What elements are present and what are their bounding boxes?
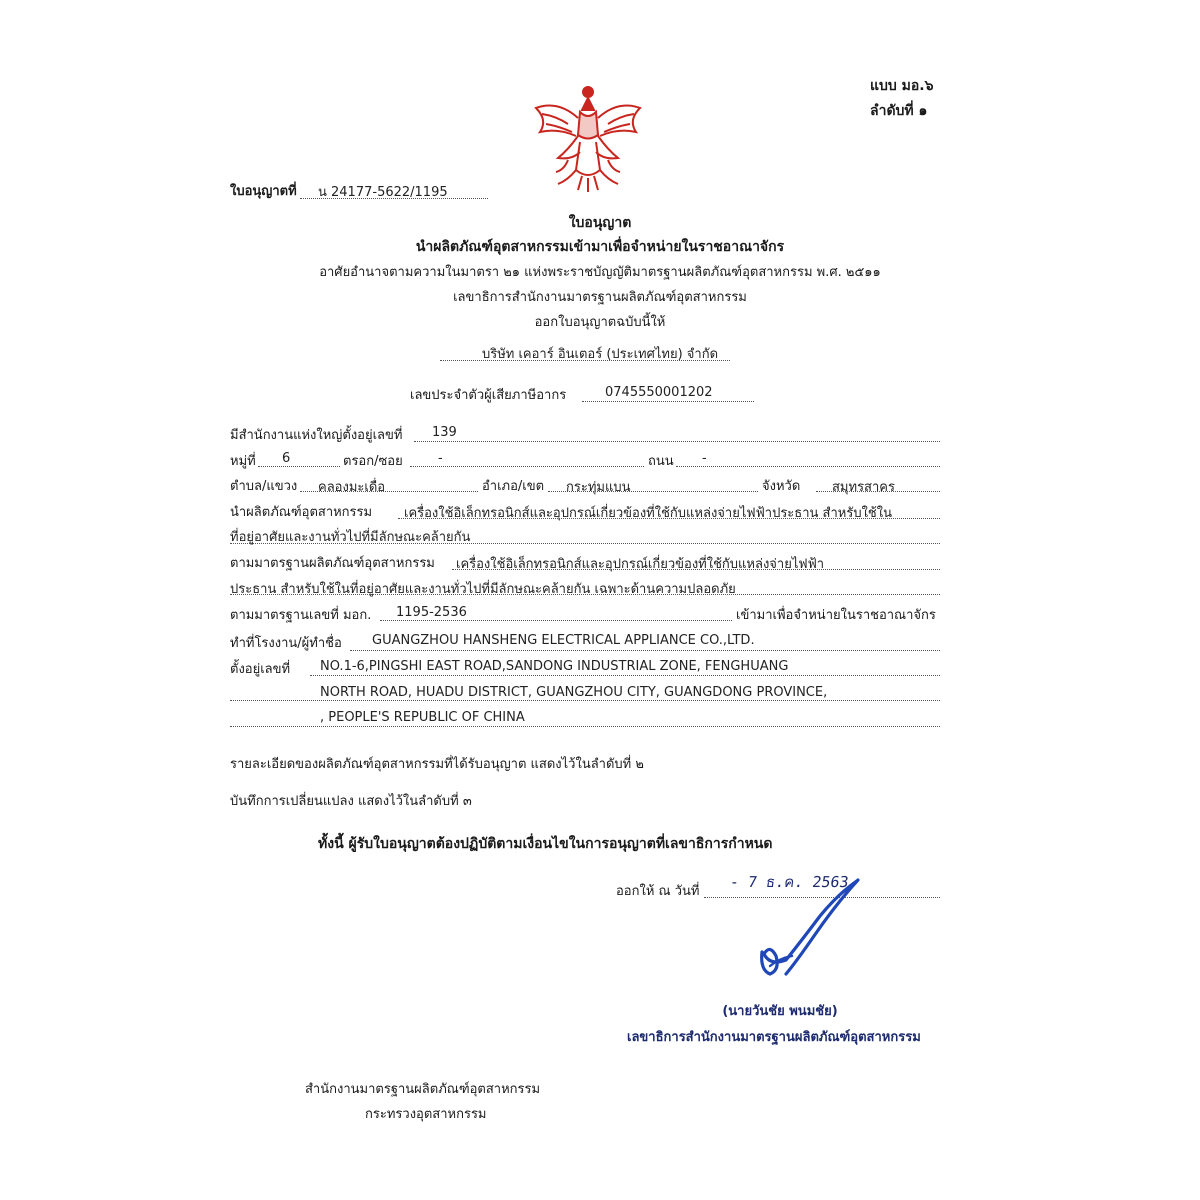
- license-number: น 24177-5622/1195: [318, 185, 448, 200]
- factory-name-line: [350, 650, 940, 651]
- signatory-title: เลขาธิการสำนักงานมาตรฐานผลิตภัณฑ์อุตสาหกรรม: [627, 1030, 921, 1045]
- factory-address-rule-2: [230, 700, 940, 701]
- issuer-line: เลขาธิการสำนักงานมาตรฐานผลิตภัณฑ์อุตสาหกรรม: [453, 290, 747, 305]
- road-label: ถนน: [648, 454, 674, 469]
- garuda-emblem: [528, 80, 648, 199]
- standard-line-2: ประธาน สำหรับใช้ในที่อยู่อาศัยและงานทั่วไปที่มีลักษณะคล้ายกัน เฉพาะด้านความปลอดภัย: [230, 582, 736, 597]
- issue-line: ออกใบอนุญาตฉบับนี้ให้: [534, 315, 666, 330]
- details-note: รายละเอียดของผลิตภัณฑ์อุตสาหกรรมที่ได้รับอนุญาต แสดงไว้ในลำดับที่ ๒: [230, 757, 644, 772]
- hq-line: [414, 441, 940, 442]
- subdistrict-label: ตำบล/แขวง: [230, 479, 298, 494]
- district-line: [548, 491, 758, 492]
- district-value: กระทุ่มแบน: [566, 480, 631, 495]
- moo-line: [258, 466, 340, 467]
- subdistrict-line: [300, 491, 478, 492]
- standard-number-line: [380, 620, 732, 621]
- subdistrict-value: คลองมะเดื่อ: [318, 480, 386, 495]
- standard-line-1: เครื่องใช้อิเล็กทรอนิกส์และอุปกรณ์เกี่ยวข้องที่ใช้กับแหล่งจ่ายไฟฟ้า: [456, 557, 825, 572]
- license-label: ใบอนุญาตที่: [230, 184, 297, 199]
- factory-address-rule-1: [310, 675, 940, 676]
- product-line-1-rule: [398, 518, 940, 519]
- standard-line-1-rule: [452, 569, 940, 570]
- standard-number: 1195-2536: [396, 605, 467, 620]
- road-line: [676, 466, 940, 467]
- factory-name: GUANGZHOU HANSHENG ELECTRICAL APPLIANCE CO.,LTD.: [372, 633, 755, 648]
- factory-address-label: ตั้งอยู่เลขที่: [230, 662, 291, 677]
- moo-value: 6: [282, 451, 291, 466]
- page-order: ลำดับที่ ๑: [870, 103, 928, 119]
- factory-address-line-2: NORTH ROAD, HUADU DISTRICT, GUANGZHOU CITY, GUANGDONG PROVINCE,: [320, 685, 828, 700]
- standard-label: ตามมาตรฐานผลิตภัณฑ์อุตสาหกรรม: [230, 556, 435, 571]
- license-number-line: [300, 198, 488, 199]
- tax-id-label: เลขประจำตัวผู้เสียภาษีอากร: [410, 388, 567, 403]
- authority-line: อาศัยอำนาจตามความในมาตรา ๒๑ แห่งพระราชบัญญัติมาตรฐานผลิตภัณฑ์อุตสาหกรรม พ.ศ. ๒๕๑๑: [319, 265, 881, 280]
- product-line-2: ที่อยู่อาศัยและงานทั่วไปที่มีลักษณะคล้ายกัน: [230, 530, 471, 545]
- soi-line: [410, 466, 644, 467]
- road-value: -: [702, 451, 707, 466]
- footer-ministry: กระทรวงอุตสาหกรรม: [365, 1107, 487, 1122]
- form-type: แบบ มอ.๖: [870, 78, 934, 94]
- product-label: นำผลิตภัณฑ์อุตสาหกรรม: [230, 505, 373, 520]
- province-label: จังหวัด: [762, 479, 801, 494]
- conditions-note: ทั้งนี้ ผู้รับใบอนุญาตต้องปฏิบัติตามเงื่อนไขในการอนุญาตที่เลขาธิการกำหนด: [318, 836, 773, 852]
- hq-label: มีสำนักงานแห่งใหญ่ตั้งอยู่เลขที่: [230, 428, 403, 443]
- changes-note: บันทึกการเปลี่ยนแปลง แสดงไว้ในลำดับที่ ๓: [230, 794, 472, 809]
- province-line: [816, 491, 940, 492]
- issue-date-stamp: - 7 ธ.ค. 2563: [728, 873, 850, 891]
- company-name-line: [440, 360, 730, 361]
- certificate-subtitle: นำผลิตภัณฑ์อุตสาหกรรมเข้ามาเพื่อจำหน่ายในราชอาณาจักร: [415, 239, 785, 255]
- factory-label: ทำที่โรงงาน/ผู้ทำชื่อ: [230, 636, 342, 651]
- product-line-2-rule: [230, 543, 940, 544]
- certificate-title: ใบอนุญาต: [568, 215, 632, 231]
- company-name: บริษัท เคอาร์ อินเตอร์ (ประเทศไทย) จำกัด: [481, 347, 719, 362]
- district-label: อำเภอ/เขต: [482, 479, 545, 494]
- standard-number-label: ตามมาตรฐานเลขที่ มอก.: [230, 608, 372, 623]
- signatory-name: (นายวันชัย พนมชัย): [722, 1004, 838, 1019]
- product-line-1: เครื่องใช้อิเล็กทรอนิกส์และอุปกรณ์เกี่ยวข้องที่ใช้กับแหล่งจ่ายไฟฟ้าประธาน สำหรับใช้ใน: [404, 506, 892, 521]
- moo-label: หมู่ที่: [230, 454, 256, 469]
- signature: [740, 870, 890, 994]
- factory-address-rule-3: [230, 726, 940, 727]
- soi-value: -: [438, 451, 443, 466]
- tax-id-line: [582, 401, 754, 402]
- issue-date-label: ออกให้ ณ วันที่: [616, 884, 700, 899]
- footer-office: สำนักงานมาตรฐานผลิตภัณฑ์อุตสาหกรรม: [305, 1082, 541, 1097]
- import-text: เข้ามาเพื่อจำหน่ายในราชอาณาจักร: [736, 608, 936, 623]
- factory-address-line-3: , PEOPLE'S REPUBLIC OF CHINA: [320, 710, 525, 725]
- factory-address-line-1: NO.1-6,PINGSHI EAST ROAD,SANDONG INDUSTRIAL ZONE, FENGHUANG: [320, 659, 789, 674]
- province-value: สมุทรสาคร: [832, 480, 895, 495]
- standard-line-2-rule: [230, 594, 940, 595]
- soi-label: ตรอก/ซอย: [343, 454, 403, 469]
- tax-id-value: 0745550001202: [605, 385, 713, 400]
- hq-number: 139: [432, 425, 457, 440]
